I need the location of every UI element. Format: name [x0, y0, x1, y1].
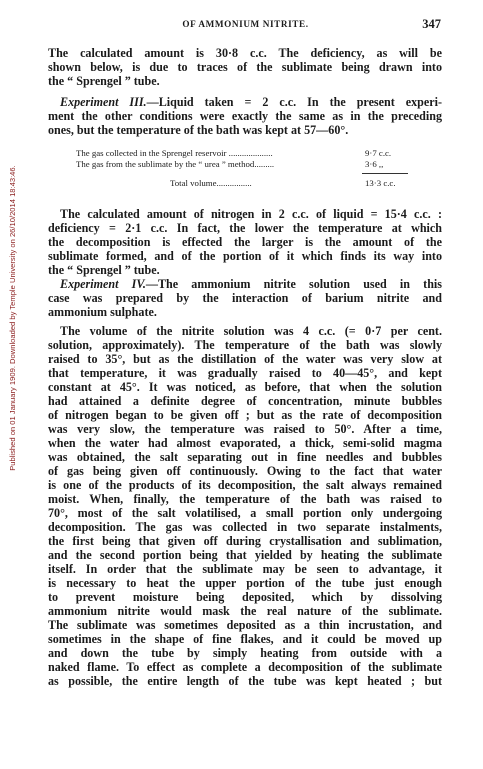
text-line: shown below, is due to traces of the sublimate being drawn into — [48, 60, 442, 74]
text-line: solution, approximately). The temperature of the bath was slowly — [48, 338, 442, 352]
text-line: as possible, the entire length of the tube was kept heated ; but — [48, 674, 442, 688]
text-line: ment the other conditions were exactly the same as in the preceding — [48, 109, 442, 123]
experiment-iii-label: Experiment III. — [60, 95, 147, 109]
text-line: ones, but the temperature of the bath was kept at 57—60°. — [48, 123, 349, 137]
total-label: Total volume................ — [170, 178, 252, 188]
text-line: is necessary to heat the upper portion of the tube just enough — [48, 576, 442, 590]
experiment-iv-label: Experiment IV. — [60, 277, 146, 291]
row-value: 3·6 ,, — [365, 159, 384, 169]
text-line: constant at 45°. It was noticed, as before, that when the solution — [48, 380, 442, 394]
gas-volume-table — [76, 148, 436, 198]
text-line: when the water had almost evaporated, a thick, semi-solid magma — [48, 436, 442, 450]
experiment-iii-line — [48, 95, 442, 109]
text-line: The volume of the nitrite solution was 4 c.c. (= 0·7 per cent. — [60, 324, 442, 338]
download-stamp — [7, 98, 19, 538]
text-line: of gas being given off continuously. Owing to the fact that water — [48, 464, 442, 478]
text-line: the first being that given off during crystallisation and sublimation, — [48, 534, 442, 548]
table-row — [76, 159, 436, 170]
text-line: moist. When, finally, the temperature of the bath was raised to — [48, 492, 442, 506]
table-row — [76, 148, 436, 159]
text-line: The sublimate was sometimes deposited as a thin incrustation, and — [48, 618, 442, 632]
running-title: OF AMMONIUM NITRITE. — [182, 19, 309, 29]
text-line: and down the tube by simply heating from outside with a — [48, 646, 442, 660]
text-line: the “ Sprengel ” tube. — [48, 263, 160, 277]
text-line: naked flame. To effect as complete a decomposition of the sublimate — [48, 660, 442, 674]
text-line: was obtained, the salt separating out in fine needles and bubbles — [48, 450, 442, 464]
body-column — [48, 0, 442, 769]
experiment-iv-line — [48, 277, 442, 291]
text-line: sublimate formed, and of the portion of it which finds its way into — [48, 249, 442, 263]
text-line: ammonium nitrite would mask the real nature of the sublimate. — [48, 604, 442, 618]
text-line: case was prepared by the interaction of barium nitrite and — [48, 291, 442, 305]
text-line: and the second portion being that yielded by heating the sublimate — [48, 548, 442, 562]
table-total-row — [76, 178, 436, 189]
download-stamp-text: Published on 01 January 1909. Downloaded by Temple University on 26/10/2014 18:43:46. — [8, 165, 17, 471]
text-line: itself. In order that the sublimate may be seen to advantage, it — [48, 562, 442, 576]
row-value: 9·7 c.c. — [365, 148, 392, 158]
page-number: 347 — [422, 17, 441, 31]
text-line: deficiency = 2·1 c.c. In fact, the lower the temperature at which — [48, 221, 442, 235]
text-line: the decomposition is effected the larger is the amount of the — [48, 235, 442, 249]
row-label: The gas collected in the Sprengel reservoir .................... — [76, 148, 273, 158]
text-line: The calculated amount of nitrogen in 2 c.c. of liquid = 15·4 c.c. : — [60, 207, 442, 221]
sum-rule — [362, 173, 408, 174]
text-line: decomposition. The gas was collected in two separate instalments, — [48, 520, 442, 534]
text-line: 70°, most of the salt volatilised, a small portion only undergoing — [48, 506, 442, 520]
text-line: sometimes in the shape of fine flakes, and it could be moved up — [48, 632, 442, 646]
experiment-iii-text: —Liquid taken = 2 c.c. In the present experi- — [146, 95, 443, 109]
text-line: the “ Sprengel ” tube. — [48, 74, 160, 88]
text-line: was very slow, the temperature was raised to 50°. After a time, — [48, 422, 442, 436]
text-line: raised to 35°, but as the distillation of the water was very slow at — [48, 352, 442, 366]
experiment-iv-text: —The ammonium nitrite solution used in this — [145, 277, 442, 291]
text-line: had attained a definite degree of concentration, minute bubbles — [48, 394, 442, 408]
text-line: is one of the products of its decomposition, the salt always remained — [48, 478, 442, 492]
text-line: The calculated amount is 30·8 c.c. The deficiency, as will be — [48, 46, 442, 60]
text-line: to prevent moisture being deposited, which by dissolving — [48, 590, 442, 604]
row-label: The gas from the sublimate by the “ urea ” method......... — [76, 159, 275, 169]
text-line: of nitrogen began to be given off ; but as the rate of decomposition — [48, 408, 442, 422]
text-line: that temperature, it was gradually raised to 40—45°, and kept — [48, 366, 442, 380]
total-value: 13·3 c.c. — [365, 178, 396, 188]
text-line: ammonium sulphate. — [48, 305, 157, 319]
